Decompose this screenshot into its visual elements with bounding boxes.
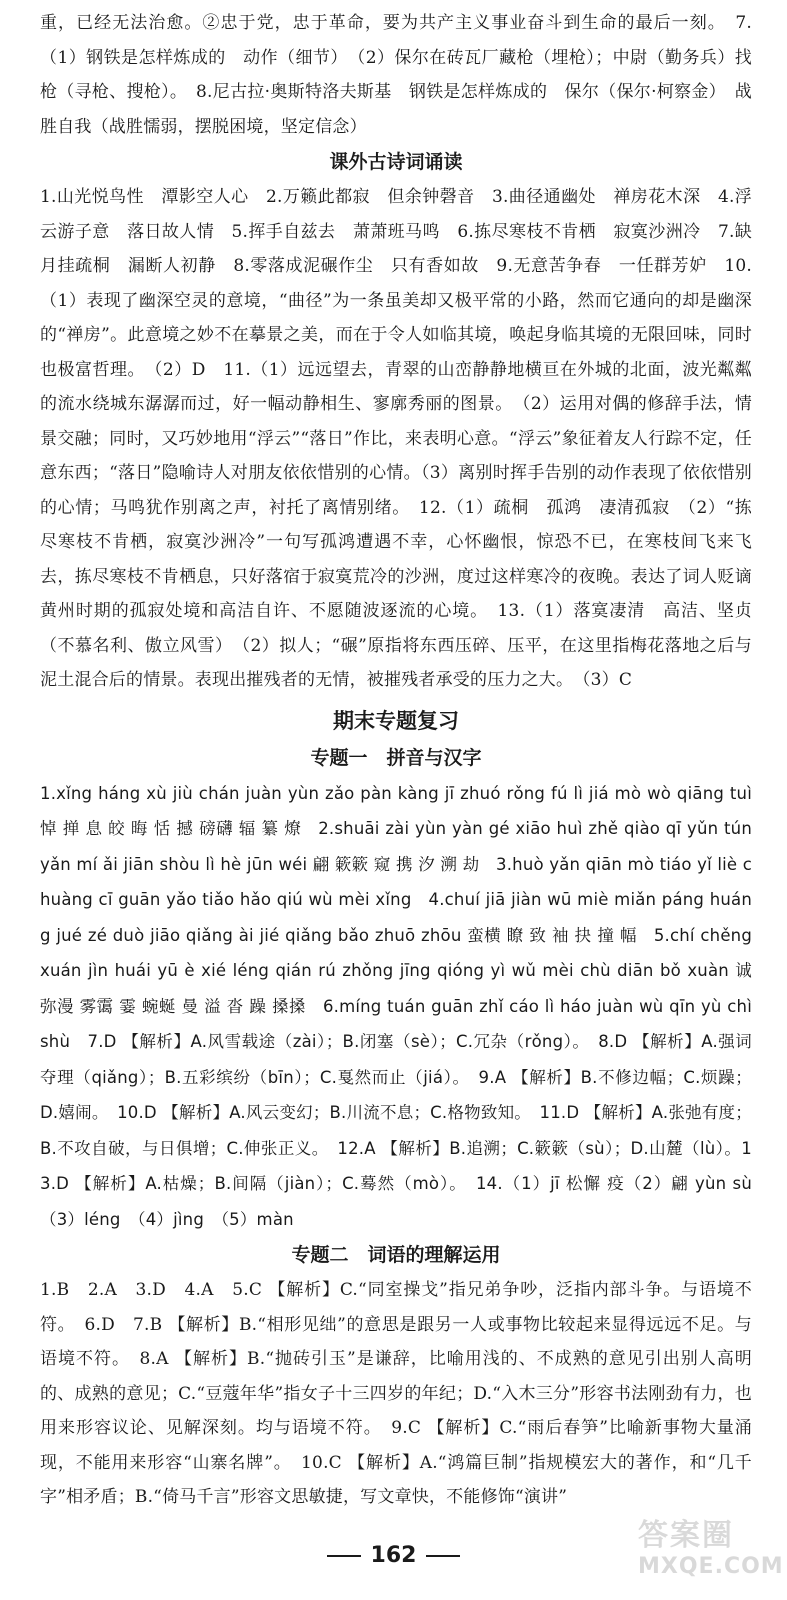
answer-paragraph-word-usage: 1.B 2.A 3.D 4.A 5.C 【解析】C.“同室操戈”指兄弟争吵，泛指内部斗争。与语境不符。 6.D 7.B 【解析】B.“相形见绌”的意思是跟另一人或事物比较起来显得远远不足。与语境不符。 8.A 【解析】B.“抛砖引玉”是谦辞，比喻用浅的、不成熟的意见引出别人高明的、成熟的意见；C.“豆蔻年华”指女子十三四岁的年纪；D.“入木三分”形容书法刚劲有力，也用来形容议论、见解深刻。均与语境不符。 9.C 【解析】C.“雨后春笋”比喻新事物大量涌现，不能用来形容“山寨名牌”。 10.C 【解析】A.“鸿篇巨制”指规模宏大的著作，和“几千字”相矛盾；B.“倚马千言”形容文思敏捷，写文章快，不能修饰“演讲” (40, 1280, 752, 1507)
answer-paragraph-pinyin: 1.xǐng háng xù jiù chán juàn yùn zǎo pàn kàng jī zhuó rǒng fú lì jiá mò wò qiāng tuì 悼 掸 息 皎 晦 恬 撼 磅礴 辐 纂 燎 2.shuāi zài yùn yàn gé xiāo huì zhě qiào qī yǔn tún yǎn mí ǎi jiān shòu lì hè jūn wéi 翩 簌簌 窥 携 汐 溯 劫 3.huò yǎn qiān mò tiáo yǐ liè chuàng cī guān yǎo tiǎo hǎo qiú wù mèi xǐng 4.chuí jiā jiàn wū miè miǎn páng huáng jué zé duò jiāo qiǎng ài jié qiǎng bǎo zhuō zhōu 蛮横 瞭 致 袖 抉 撞 幅 5.chí chěng xuán jìn huái yū è xié léng qián rú zhǒng jīng qióng yì wǔ mèi chù diān bǒ xuàn 诚 弥漫 雾霭 霎 蜿蜒 曼 溢 沓 躁 搡搡 6.míng tuán guān zhǐ cáo lì háo juàn wù qīn yù chì shù 7.D 【解析】A.风雪载途（zài）；B.闭塞（sè）；C.冗杂（rǒng）。 8.D 【解析】A.强词夺理（qiǎng）；B.五彩缤纷（bīn）；C.戛然而止（jiá）。 9.A 【解析】B.不修边幅；C.烦躁；D.嬉闹。 10.D 【解析】A.风云变幻；B.川流不息；C.格物致知。 11.D 【解析】A.张弛有度；B.不攻自破，与日俱增；C.伸张正义。 12.A 【解析】B.追溯；C.簌簌（sù）；D.山麓（lù）。13.D 【解析】A.枯燥；B.间隔（jiàn）；C.蓦然（mò）。 14.（1）jī 松懈 疫（2）翩 yùn sù （3）léng （4）jìng （5）màn (40, 783, 769, 1229)
topic-title-pinyin-characters: 专题一 拼音与汉字 (310, 746, 482, 769)
watermark-text-bottom: MXQE.COM (638, 1554, 784, 1579)
section-title-classical-poetry: 课外古诗词诵读 (329, 151, 463, 173)
page-number-text: 162 (370, 1543, 417, 1568)
watermark-text-top: 答案圈 (638, 1518, 734, 1553)
watermark-logo (638, 1510, 784, 1592)
dash-left (327, 1555, 361, 1557)
pinyin-block (40, 776, 769, 1238)
answer-page (40, 6, 769, 1515)
answer-paragraph-continued: 重，已经无法治愈。②忠于党，忠于革命，要为共产主义事业奋斗到生命的最后一刻。 7.（1）钢铁是怎样炼成的 动作（细节） （2）保尔在砖瓦厂藏枪（埋枪）；中尉（勤务兵）找枪（寻枪、搜枪）。 8.尼古拉·奥斯特洛夫斯基 钢铁是怎样炼成的 保尔（保尔·柯察金） 战胜自我（战胜懦弱，摆脱困境，坚定信念） (40, 13, 752, 137)
dash-right (426, 1555, 460, 1557)
section-title-final-review: 期末专题复习 (333, 708, 459, 733)
topic-title-word-usage: 专题二 词语的理解运用 (291, 1244, 501, 1266)
answer-paragraph-classical-poetry: 1.山光悦鸟性 潭影空人心 2.万籁此都寂 但余钟磬音 3.曲径通幽处 禅房花木深 4.浮云游子意 落日故人情 5.挥手自兹去 萧萧班马鸣 6.拣尽寒枝不肯栖 寂寞沙洲冷 7.缺月挂疏桐 漏断人初静 8.零落成泥碾作尘 只有香如故 9.无意苦争春 一任群芳妒 10.（1）表现了幽深空灵的意境，“曲径”为一条虽美却又极平常的小路，然而它通向的却是幽深的“禅房”。此意境之妙不在摹景之美，而在于令人如临其境，唤起身临其境的无限回味，同时也极富哲理。 （2）D 11.（1）远远望去，青翠的山峦静静地横亘在外城的北面，波光粼粼的流水绕城东潺潺而过，好一幅动静相生、寥廓秀丽的图景。 （2）运用对偶的修辞手法，情景交融；同时，又巧妙地用“浮云”“落日”作比，来表明心意。“浮云”象征着友人行踪不定，任意东西；“落日”隐喻诗人对朋友依依惜别的心情。（3）离别时挥手告别的动作表现了依依惜别的心情；马鸣犹作别离之声，衬托了离情别绪。 12.（1）疏桐 孤鸿 凄清孤寂 （2）“拣尽寒枝不肯栖，寂寞沙洲冷”一句写孤鸿遭遇不幸，心怀幽恨，惊恐不已，在寒枝间飞来飞去，拣尽寒枝不肯栖息，只好落宿于寂寞荒冷的沙洲，度过这样寒冷的夜晚。表达了词人贬谪黄州时期的孤寂处境和高洁自许、不愿随波逐流的心境。 13.（1）落寞凄清 高洁、坚贞（不慕名利、傲立风雪） （2）拟人；“碾”原指将东西压碎、压平，在这里指梅花落地之后与泥土混合后的情景。表现出摧残者的无情，被摧残者承受的压力之大。 （3）C (40, 187, 752, 690)
